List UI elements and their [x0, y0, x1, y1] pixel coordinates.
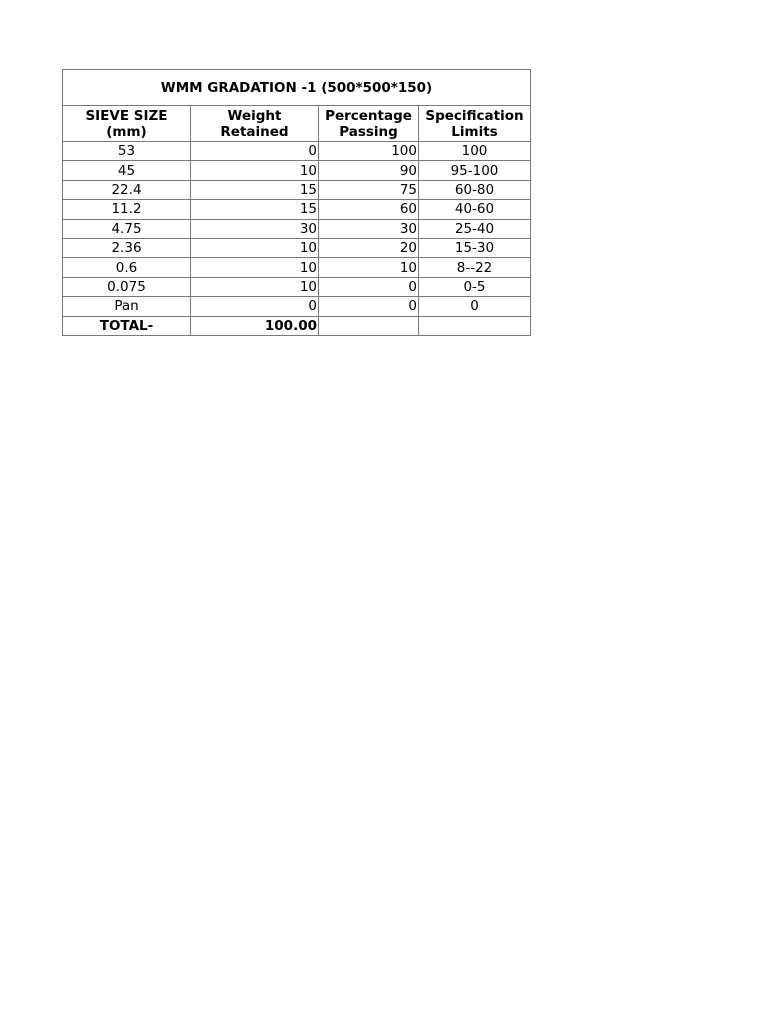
header-sieve-size: SIEVE SIZE (mm): [63, 106, 191, 142]
header-weight-retained: Weight Retained: [191, 106, 319, 142]
cell-limits: 0: [419, 297, 531, 316]
cell-limits: 40-60: [419, 200, 531, 219]
cell-sieve: 11.2: [63, 200, 191, 219]
cell-limits: 0-5: [419, 277, 531, 296]
table-row: [63, 297, 531, 316]
table-row: [63, 200, 531, 219]
cell-limits: 8--22: [419, 258, 531, 277]
table-row: [63, 161, 531, 180]
cell-limits: 25-40: [419, 219, 531, 238]
table-row: [63, 238, 531, 257]
cell-sieve: 0.075: [63, 277, 191, 296]
table-title-row: [63, 70, 531, 106]
total-passing: [319, 316, 419, 335]
cell-weight: 30: [191, 219, 319, 238]
header-specification-limits: Specification Limits: [419, 106, 531, 142]
cell-limits: 100: [419, 142, 531, 161]
cell-passing: 100: [319, 142, 419, 161]
cell-passing: 60: [319, 200, 419, 219]
total-limits: [419, 316, 531, 335]
cell-weight: 0: [191, 142, 319, 161]
cell-passing: 0: [319, 277, 419, 296]
total-label: TOTAL-: [63, 316, 191, 335]
cell-sieve: 4.75: [63, 219, 191, 238]
cell-weight: 10: [191, 238, 319, 257]
cell-passing: 30: [319, 219, 419, 238]
cell-sieve: Pan: [63, 297, 191, 316]
cell-passing: 90: [319, 161, 419, 180]
header-percentage-passing: Percentage Passing: [319, 106, 419, 142]
table-header-row: [63, 106, 531, 142]
table-row: [63, 180, 531, 199]
table-row: [63, 277, 531, 296]
cell-limits: 95-100: [419, 161, 531, 180]
cell-sieve: 22.4: [63, 180, 191, 199]
cell-weight: 10: [191, 277, 319, 296]
cell-weight: 10: [191, 258, 319, 277]
cell-sieve: 2.36: [63, 238, 191, 257]
cell-passing: 20: [319, 238, 419, 257]
cell-weight: 10: [191, 161, 319, 180]
cell-limits: 15-30: [419, 238, 531, 257]
cell-passing: 75: [319, 180, 419, 199]
table-title: WMM GRADATION -1 (500*500*150): [63, 70, 531, 106]
cell-passing: 10: [319, 258, 419, 277]
cell-passing: 0: [319, 297, 419, 316]
table-total-row: [63, 316, 531, 335]
cell-weight: 15: [191, 200, 319, 219]
cell-weight: 0: [191, 297, 319, 316]
cell-limits: 60-80: [419, 180, 531, 199]
cell-sieve: 45: [63, 161, 191, 180]
cell-sieve: 53: [63, 142, 191, 161]
table-row: [63, 258, 531, 277]
total-weight: 100.00: [191, 316, 319, 335]
table-row: [63, 219, 531, 238]
table-row: [63, 142, 531, 161]
cell-weight: 15: [191, 180, 319, 199]
cell-sieve: 0.6: [63, 258, 191, 277]
gradation-table: [62, 69, 531, 336]
